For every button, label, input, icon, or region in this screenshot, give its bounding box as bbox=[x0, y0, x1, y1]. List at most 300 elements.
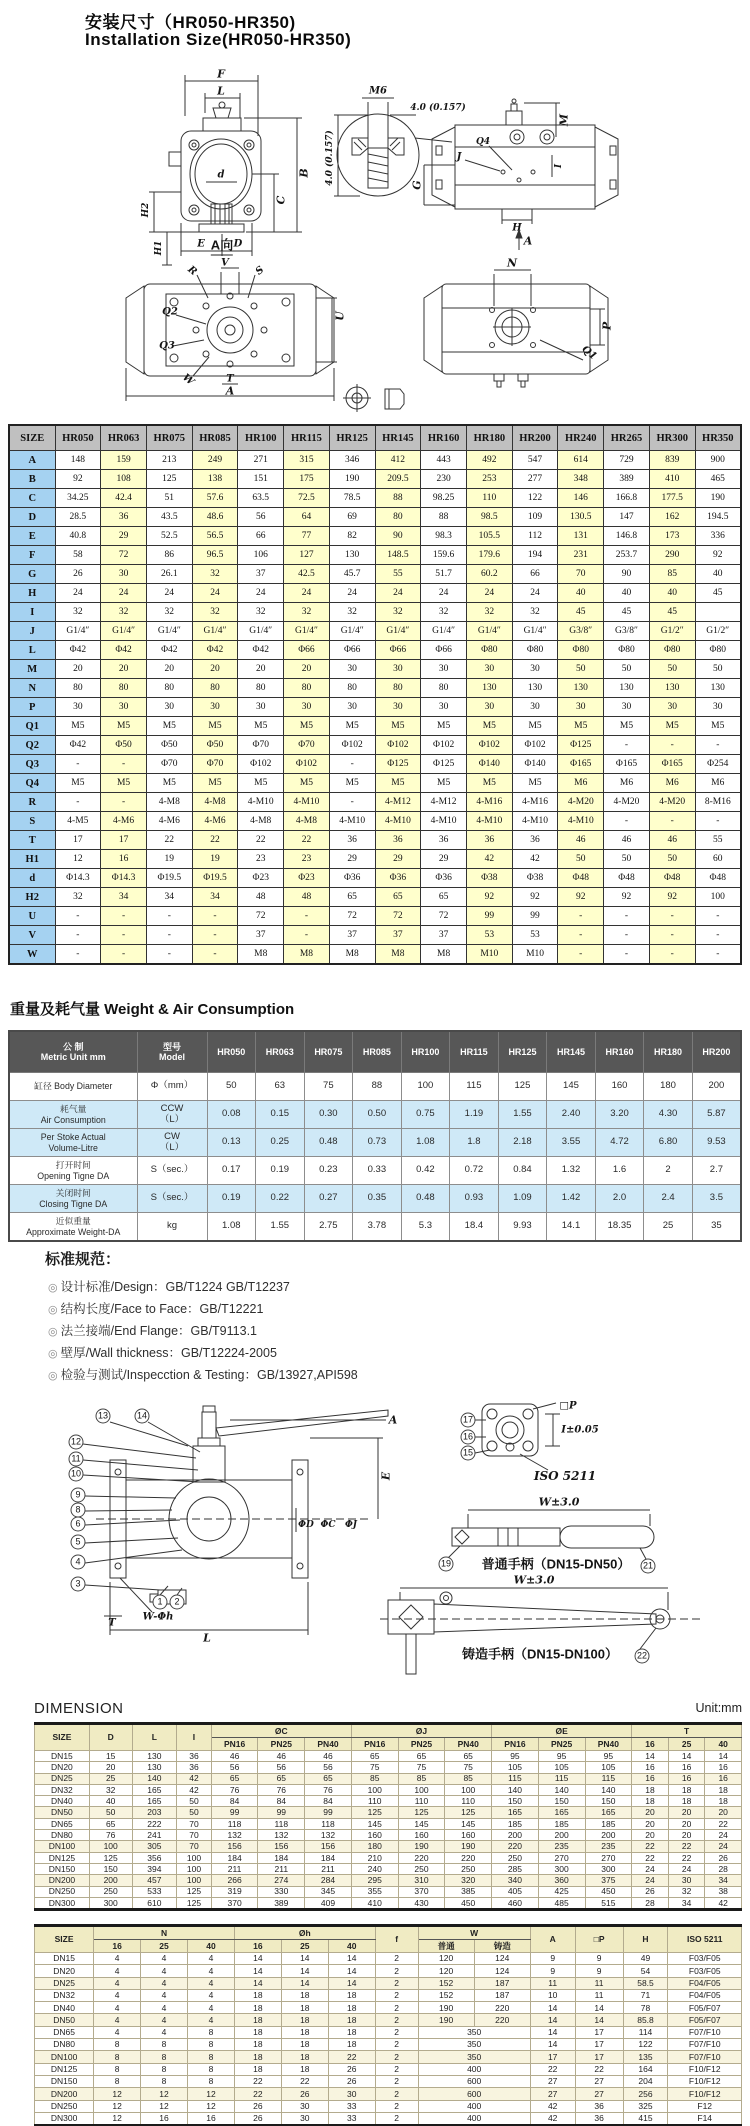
table-cell: 36 bbox=[466, 831, 512, 850]
table-cell: Φ66 bbox=[329, 641, 375, 660]
table-cell: 72 bbox=[375, 907, 421, 926]
dimension-label: P bbox=[600, 321, 614, 331]
table-cell: 16 bbox=[188, 2112, 235, 2125]
table-cell: 8 bbox=[141, 2063, 188, 2075]
table-cell: F03/F05 bbox=[668, 1953, 742, 1965]
table-cell: 40.8 bbox=[55, 527, 101, 546]
table-row bbox=[35, 2051, 742, 2063]
table-cell: 1.09 bbox=[498, 1185, 547, 1213]
table-cell: 40 bbox=[89, 1796, 132, 1807]
table-cell: 20 bbox=[632, 1807, 669, 1818]
unit-cell: S（sec.） bbox=[137, 1157, 207, 1185]
table-cell: Φ42 bbox=[146, 641, 192, 660]
table-cell: 4-M20 bbox=[558, 793, 604, 812]
page-title-en: Installation Size(HR050-HR350) bbox=[85, 30, 352, 49]
table-cell: 156 bbox=[211, 1841, 258, 1852]
table-cell: 99 bbox=[211, 1807, 258, 1818]
table-cell: 241 bbox=[132, 1830, 177, 1841]
table-cell: - bbox=[329, 793, 375, 812]
table-cell: M5 bbox=[284, 717, 330, 736]
bullet-icon: ◎ bbox=[48, 1282, 58, 1294]
table-cell: 336 bbox=[695, 527, 741, 546]
table-cell: 14 bbox=[281, 1965, 328, 1977]
row-label: DN250 bbox=[35, 1886, 90, 1897]
table-cell: 4-M8 bbox=[284, 812, 330, 831]
table-cell: 1.55 bbox=[498, 1101, 547, 1129]
table-cell: 27 bbox=[575, 2075, 623, 2087]
table-row bbox=[35, 1875, 742, 1886]
table-cell: 45.7 bbox=[329, 565, 375, 584]
table-cell: 190 bbox=[398, 1841, 445, 1852]
row-label: DN15 bbox=[35, 1953, 94, 1965]
table-cell: 8 bbox=[94, 2075, 141, 2087]
column-header: ØJ bbox=[351, 1724, 491, 1738]
table-cell: Φ125 bbox=[421, 755, 467, 774]
table-cell: 348 bbox=[558, 470, 604, 489]
table-cell: 300 bbox=[89, 1897, 132, 1909]
table-cell: 285 bbox=[492, 1863, 539, 1874]
table-cell: 18 bbox=[234, 2014, 281, 2026]
table-cell: 70 bbox=[558, 565, 604, 584]
table-cell: 1.32 bbox=[547, 1157, 596, 1185]
row-label: DN200 bbox=[35, 2088, 94, 2100]
table-cell: Φ102 bbox=[466, 736, 512, 755]
table-row bbox=[9, 1101, 741, 1129]
column-header: T bbox=[632, 1724, 742, 1738]
table-cell: 76 bbox=[258, 1784, 305, 1795]
table-cell: 69 bbox=[329, 508, 375, 527]
table-cell: 5.87 bbox=[692, 1101, 741, 1129]
table-cell: - bbox=[604, 926, 650, 945]
table-cell: 10 bbox=[530, 1989, 575, 2001]
table-cell: Φ80 bbox=[466, 641, 512, 660]
table-cell: 14 bbox=[328, 1953, 375, 1965]
table-cell: Φ70 bbox=[146, 755, 192, 774]
table-cell: 115 bbox=[492, 1773, 539, 1784]
column-header: HR115 bbox=[284, 425, 330, 451]
table-cell: 1.55 bbox=[256, 1213, 305, 1242]
table-cell: 70 bbox=[177, 1841, 212, 1852]
table-cell: 32 bbox=[512, 603, 558, 622]
table-cell: 1.08 bbox=[401, 1129, 450, 1157]
row-label: H1 bbox=[9, 850, 55, 869]
table-cell: Φ48 bbox=[649, 869, 695, 888]
table-cell: 110 bbox=[445, 1796, 492, 1807]
table-cell: 160 bbox=[595, 1073, 644, 1101]
table-cell: M5 bbox=[466, 774, 512, 793]
table-cell: 14 bbox=[328, 1965, 375, 1977]
table-cell: 160 bbox=[398, 1830, 445, 1841]
table-cell: 105 bbox=[585, 1762, 632, 1773]
dimension-label: V bbox=[221, 257, 229, 269]
column-header: N bbox=[94, 1926, 235, 1940]
table-cell: G1/4″ bbox=[55, 622, 101, 641]
table-cell: 80 bbox=[238, 679, 284, 698]
table-cell: 30 bbox=[281, 2112, 328, 2125]
table-cell: Φ80 bbox=[695, 641, 741, 660]
table-cell: 55 bbox=[695, 831, 741, 850]
table-cell: 4 bbox=[94, 1989, 141, 2001]
table-cell: Φ165 bbox=[558, 755, 604, 774]
table-cell: G1/2″ bbox=[649, 622, 695, 641]
table-cell: 185 bbox=[538, 1818, 585, 1829]
table-cell: 95 bbox=[492, 1751, 539, 1762]
column-subheader: 普通 bbox=[418, 1940, 474, 1953]
table-cell: 30 bbox=[101, 698, 147, 717]
dimension-label: W±3.0 bbox=[538, 1495, 580, 1509]
dimension-label: M6 bbox=[368, 85, 388, 97]
dimension-label: Q4 bbox=[475, 137, 491, 147]
column-header: ØC bbox=[211, 1724, 351, 1738]
table-cell: Φ102 bbox=[512, 736, 558, 755]
table-cell: 75 bbox=[445, 1762, 492, 1773]
table-cell: 425 bbox=[538, 1886, 585, 1897]
table-cell: Φ38 bbox=[466, 869, 512, 888]
table-cell: 159 bbox=[101, 451, 147, 470]
table-cell: Φ80 bbox=[604, 641, 650, 660]
table-cell: 24 bbox=[55, 584, 101, 603]
table-cell: 53 bbox=[466, 926, 512, 945]
table-cell: 211 bbox=[305, 1863, 352, 1874]
table-cell: 100 bbox=[177, 1863, 212, 1874]
table-cell: 42 bbox=[466, 850, 512, 869]
table-cell: 22 bbox=[281, 2075, 328, 2087]
table-cell: 32 bbox=[375, 603, 421, 622]
table-cell: 18 bbox=[328, 2014, 375, 2026]
table-cell: 443 bbox=[421, 451, 467, 470]
table-cell: 46 bbox=[211, 1751, 258, 1762]
size-table bbox=[8, 424, 742, 965]
table-cell: 88 bbox=[421, 508, 467, 527]
table-cell: 203 bbox=[132, 1807, 177, 1818]
table-cell: 36 bbox=[512, 831, 558, 850]
table-cell: 131 bbox=[558, 527, 604, 546]
table-cell: 204 bbox=[623, 2075, 668, 2087]
table-cell: 18.35 bbox=[595, 1213, 644, 1242]
table-cell: 250 bbox=[398, 1863, 445, 1874]
table-cell: 29 bbox=[375, 850, 421, 869]
table-cell: 9 bbox=[530, 1953, 575, 1965]
table-cell: M5 bbox=[55, 774, 101, 793]
table-cell: G1/4″ bbox=[329, 622, 375, 641]
table-cell: - bbox=[695, 812, 741, 831]
table-cell: 65 bbox=[421, 888, 467, 907]
dimension-label: A bbox=[523, 234, 533, 248]
table-cell: 547 bbox=[512, 451, 558, 470]
table-cell: 175 bbox=[284, 470, 330, 489]
table-cell: 2.0 bbox=[595, 1185, 644, 1213]
table-cell: 148.5 bbox=[375, 546, 421, 565]
table-cell: 30 bbox=[421, 660, 467, 679]
dimension-label: □P bbox=[559, 1400, 577, 1412]
row-label: Per Stoke Actual Volume-Litre bbox=[9, 1129, 137, 1157]
table-cell: 2.7 bbox=[692, 1157, 741, 1185]
table-cell: 4-M10 bbox=[375, 812, 421, 831]
table-row bbox=[9, 508, 741, 527]
table-cell: 50 bbox=[89, 1807, 132, 1818]
table-cell: 70 bbox=[177, 1818, 212, 1829]
table-cell: 18 bbox=[281, 2063, 328, 2075]
table-cell: 99 bbox=[512, 907, 558, 926]
table-cell: 18 bbox=[668, 1784, 705, 1795]
table-cell: 185 bbox=[585, 1818, 632, 1829]
table-cell: 30 bbox=[375, 660, 421, 679]
table-cell: 2 bbox=[375, 2051, 418, 2063]
table-cell: 4 bbox=[188, 1977, 235, 1989]
table-cell: 2 bbox=[375, 2088, 418, 2100]
table-cell: 15 bbox=[89, 1751, 132, 1762]
table-cell: 4 bbox=[188, 1965, 235, 1977]
balloon-number: 5 bbox=[71, 1535, 86, 1550]
table-cell: 40 bbox=[604, 584, 650, 603]
table-cell: 415 bbox=[623, 2112, 668, 2125]
table-cell: 80 bbox=[421, 679, 467, 698]
standards-list bbox=[48, 1276, 358, 1386]
table-row bbox=[9, 1185, 741, 1213]
table-cell: 409 bbox=[305, 1897, 352, 1909]
table-cell: 55 bbox=[375, 565, 421, 584]
table-cell: 614 bbox=[558, 451, 604, 470]
dimension-label: J bbox=[456, 151, 462, 163]
table-cell: 4.72 bbox=[595, 1129, 644, 1157]
table-cell: 108 bbox=[101, 470, 147, 489]
table-cell: 485 bbox=[538, 1897, 585, 1909]
table-cell: 20 bbox=[192, 660, 238, 679]
table-cell: 22 bbox=[234, 2075, 281, 2087]
table-row bbox=[35, 1762, 742, 1773]
table-cell: 18 bbox=[281, 1989, 328, 2001]
row-label: G bbox=[9, 565, 55, 584]
table-cell: 2 bbox=[375, 1965, 418, 1977]
table-cell: 156 bbox=[258, 1841, 305, 1852]
dimension-title: DIMENSION bbox=[34, 1700, 124, 1717]
table-cell: 75 bbox=[351, 1762, 398, 1773]
table-cell: 187 bbox=[474, 1989, 530, 2001]
table-cell: 78.5 bbox=[329, 489, 375, 508]
dimension-label: N bbox=[506, 256, 518, 270]
table-cell: 36 bbox=[177, 1762, 212, 1773]
table-cell: 8 bbox=[188, 2026, 235, 2038]
table-cell: 36 bbox=[421, 831, 467, 850]
table-cell: 34 bbox=[101, 888, 147, 907]
dimension-label: U bbox=[333, 311, 347, 321]
table-cell: 24 bbox=[192, 584, 238, 603]
table-cell: 65 bbox=[351, 1751, 398, 1762]
table-cell: Φ80 bbox=[512, 641, 558, 660]
table-cell: 95 bbox=[538, 1751, 585, 1762]
table-cell: - bbox=[192, 907, 238, 926]
table-cell: 4 bbox=[188, 2002, 235, 2014]
column-header: HR240 bbox=[558, 425, 604, 451]
table-cell: 50 bbox=[558, 660, 604, 679]
table-cell: 17 bbox=[575, 2026, 623, 2038]
table-cell: 460 bbox=[492, 1897, 539, 1909]
table-cell: 125 bbox=[146, 470, 192, 489]
row-label: Q2 bbox=[9, 736, 55, 755]
table-cell: G1/4″ bbox=[101, 622, 147, 641]
table-cell: Φ42 bbox=[55, 736, 101, 755]
table-cell: - bbox=[604, 945, 650, 965]
dimension-label: C bbox=[274, 195, 288, 205]
table-cell: 340 bbox=[492, 1875, 539, 1886]
table-cell: 30 bbox=[375, 698, 421, 717]
dimension-label: T bbox=[108, 1617, 116, 1629]
column-subheader: PN25 bbox=[398, 1738, 445, 1751]
header-row bbox=[9, 1031, 741, 1073]
table-cell: 120 bbox=[418, 1965, 474, 1977]
table-cell: 145 bbox=[445, 1818, 492, 1829]
table-row bbox=[35, 1897, 742, 1909]
table-cell: 4 bbox=[141, 1989, 188, 2001]
table-cell: M5 bbox=[375, 717, 421, 736]
table-cell: 200 bbox=[538, 1830, 585, 1841]
table-cell: 8 bbox=[94, 2051, 141, 2063]
row-label: R bbox=[9, 793, 55, 812]
row-label: DN15 bbox=[35, 1751, 90, 1762]
table-cell: 45 bbox=[604, 603, 650, 622]
table-cell: 24 bbox=[668, 1863, 705, 1874]
table-cell: 98.5 bbox=[466, 508, 512, 527]
table-cell: 194.5 bbox=[695, 508, 741, 527]
table-cell: 124 bbox=[474, 1965, 530, 1977]
valve-drawing bbox=[0, 1398, 750, 1690]
table-cell: 145 bbox=[351, 1818, 398, 1829]
table-cell: 32 bbox=[668, 1886, 705, 1897]
table-cell: - bbox=[55, 926, 101, 945]
table-cell: - bbox=[192, 945, 238, 965]
table-cell: 22 bbox=[575, 2063, 623, 2075]
table-cell: M6 bbox=[604, 774, 650, 793]
table-cell: 0.48 bbox=[401, 1185, 450, 1213]
table-cell: 20 bbox=[705, 1807, 742, 1818]
table-cell: 46 bbox=[604, 831, 650, 850]
table-cell: M5 bbox=[192, 717, 238, 736]
table-cell: 30 bbox=[192, 698, 238, 717]
table-cell: 375 bbox=[585, 1875, 632, 1886]
table-cell: 18 bbox=[328, 2002, 375, 2014]
table-row bbox=[9, 736, 741, 755]
table-cell: 14 bbox=[668, 1751, 705, 1762]
table-cell: 405 bbox=[492, 1886, 539, 1897]
table-cell: 3.5 bbox=[692, 1185, 741, 1213]
table-cell: 49 bbox=[623, 1953, 668, 1965]
table-row bbox=[9, 793, 741, 812]
bullet-icon: ◎ bbox=[48, 1348, 58, 1360]
table-cell: 17 bbox=[530, 2051, 575, 2063]
table-cell: - bbox=[695, 907, 741, 926]
table-cell: 114 bbox=[623, 2026, 668, 2038]
column-header: HR050 bbox=[207, 1031, 256, 1073]
table-cell: 24 bbox=[632, 1875, 669, 1886]
table-cell: 98.3 bbox=[421, 527, 467, 546]
table-cell: 50 bbox=[604, 660, 650, 679]
table-cell: - bbox=[604, 907, 650, 926]
column-subheader: 16 bbox=[234, 1940, 281, 1953]
table-cell: 2 bbox=[375, 2026, 418, 2038]
table-cell: Φ42 bbox=[238, 641, 284, 660]
table-cell: 20 bbox=[55, 660, 101, 679]
table-cell: 24 bbox=[466, 584, 512, 603]
table-cell: 2.40 bbox=[547, 1101, 596, 1129]
column-subheader: PN40 bbox=[445, 1738, 492, 1751]
table-cell: 138 bbox=[192, 470, 238, 489]
table-cell: 266 bbox=[211, 1875, 258, 1886]
table-cell: 50 bbox=[649, 660, 695, 679]
table-cell: 26.1 bbox=[146, 565, 192, 584]
table-cell: 200 bbox=[585, 1830, 632, 1841]
row-label: 耗气量 Air Consumption bbox=[9, 1101, 137, 1129]
table-cell: 190 bbox=[418, 2014, 474, 2026]
table-cell: F10/F12 bbox=[668, 2063, 742, 2075]
table-cell: 370 bbox=[211, 1897, 258, 1909]
table-cell: 26 bbox=[234, 2100, 281, 2112]
table-cell: 4-M10 bbox=[421, 812, 467, 831]
table-cell: 0.19 bbox=[207, 1185, 256, 1213]
table-cell: Φ70 bbox=[238, 736, 284, 755]
table-cell: 99 bbox=[258, 1807, 305, 1818]
table-cell: 24 bbox=[705, 1830, 742, 1841]
table-cell: 24 bbox=[238, 584, 284, 603]
column-header: HR125 bbox=[498, 1031, 547, 1073]
table-cell: - bbox=[649, 907, 695, 926]
standards-item bbox=[48, 1320, 358, 1342]
table-cell: 222 bbox=[132, 1818, 177, 1829]
table-cell: 2 bbox=[375, 2063, 418, 2075]
table-cell: 4-M10 bbox=[512, 812, 558, 831]
table-cell: Φ70 bbox=[284, 736, 330, 755]
table-cell: G1/4″ bbox=[466, 622, 512, 641]
table-row bbox=[9, 679, 741, 698]
table-cell: 46 bbox=[258, 1751, 305, 1762]
table-cell: 0.75 bbox=[401, 1101, 450, 1129]
table-row bbox=[35, 2088, 742, 2100]
dimension-label: I bbox=[554, 163, 564, 169]
dimension-label: W bbox=[180, 372, 196, 388]
row-label: M bbox=[9, 660, 55, 679]
table-cell: 310 bbox=[398, 1875, 445, 1886]
table-cell: 12 bbox=[188, 2088, 235, 2100]
row-label: P bbox=[9, 698, 55, 717]
table-row bbox=[35, 1818, 742, 1829]
table-cell: 66 bbox=[238, 527, 284, 546]
table-row bbox=[9, 584, 741, 603]
table-cell: 32 bbox=[146, 603, 192, 622]
table-cell: Φ19.5 bbox=[146, 869, 192, 888]
column-header: HR085 bbox=[353, 1031, 402, 1073]
table-cell: M5 bbox=[101, 717, 147, 736]
table-cell: 150 bbox=[585, 1796, 632, 1807]
table-cell: 75 bbox=[398, 1762, 445, 1773]
table-row bbox=[9, 622, 741, 641]
table-cell: 410 bbox=[351, 1897, 398, 1909]
table-cell: 2.4 bbox=[644, 1185, 693, 1213]
table-cell: 30 bbox=[238, 698, 284, 717]
table-row bbox=[35, 1841, 742, 1852]
dimension-label: D bbox=[233, 238, 243, 250]
table-cell: 184 bbox=[211, 1852, 258, 1863]
table-cell: 27 bbox=[575, 2088, 623, 2100]
table-cell: Φ50 bbox=[146, 736, 192, 755]
table-cell: 147 bbox=[604, 508, 650, 527]
bullet-icon: ◎ bbox=[48, 1326, 58, 1338]
table-cell: 130 bbox=[558, 679, 604, 698]
balloon-number: 10 bbox=[69, 1467, 84, 1482]
table-cell: 14 bbox=[234, 1953, 281, 1965]
table-cell: 118 bbox=[305, 1818, 352, 1829]
row-label: F bbox=[9, 546, 55, 565]
dimension-label: A bbox=[225, 384, 235, 398]
table-cell: 76 bbox=[305, 1784, 352, 1795]
